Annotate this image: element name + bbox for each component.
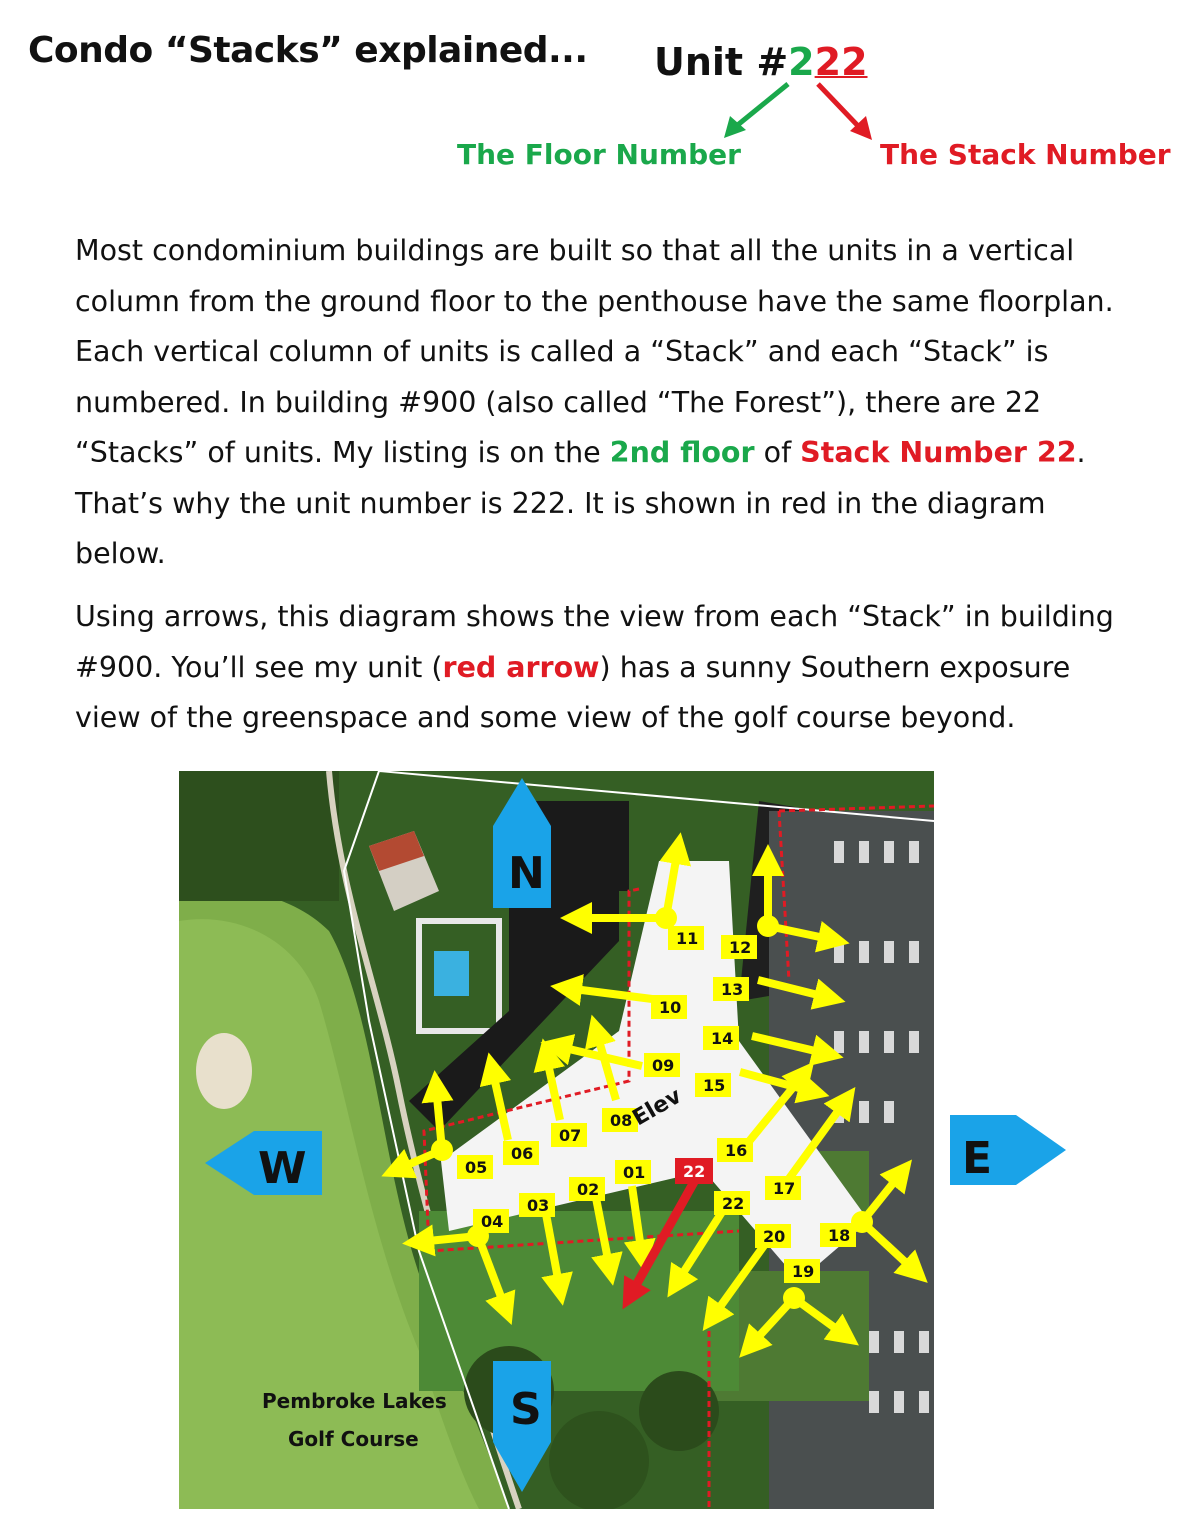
- stack-label-19-text: 19: [792, 1262, 815, 1281]
- stack-label-07: [551, 1123, 587, 1147]
- unit-floor-digit: 2: [788, 40, 815, 84]
- stack-label-03: [519, 1193, 555, 1217]
- compass-north-arrow: [493, 778, 551, 908]
- stack-label-13: [713, 977, 749, 1001]
- view-arrow-01-south: [632, 1186, 642, 1256]
- golf-course-label-line1: Pembroke Lakes: [262, 1389, 447, 1413]
- stack-label-15: [695, 1073, 731, 1097]
- compass-south-label: S: [510, 1384, 542, 1435]
- stack-label-08-text: 08: [610, 1111, 633, 1130]
- compass-east-arrow: [950, 1115, 1066, 1185]
- stack-label-10: [651, 995, 687, 1019]
- golf-course-label-line2: Golf Course: [288, 1427, 419, 1451]
- para2-text-a: Using arrows, this diagram shows the view from each “Stack” in building #900. You’ll see my unit (: [75, 600, 1114, 684]
- view-arrow-03-south: [546, 1214, 560, 1290]
- view-arrow-07-north: [546, 1054, 560, 1120]
- stack-label-04-text: 04: [481, 1212, 504, 1231]
- stack-label-01: [615, 1160, 651, 1184]
- para2-text-b: ) has a sunny Southern exposure view of the greenspace and some view of the golf course beyond.: [75, 650, 1071, 734]
- view-arrow-10-west: [566, 988, 660, 1000]
- stack-label-03-text: 03: [527, 1196, 550, 1215]
- compass-west-arrow: [205, 1131, 322, 1195]
- stack-label-10-text: 10: [659, 998, 682, 1017]
- stack-label-12: [721, 935, 757, 959]
- para1-text-a: Most condominium buildings are built so that all the units in a vertical column from the ground floor to the penthouse have the same floorplan. Each vertical column of units is called a “Stack” and each “Stack” is numbered. In building #900 (also called “The Forest”), there are 22 “Stacks” of units. My listing is on the: [75, 234, 1114, 469]
- stack-label-05-text: 05: [465, 1158, 488, 1177]
- floor-highlight: 2nd floor: [609, 436, 755, 469]
- view-arrow-02-south: [596, 1198, 610, 1270]
- stack-label-11-text: 11: [676, 929, 699, 948]
- stack-label-02: [569, 1177, 605, 1201]
- stack-label-16: [717, 1138, 753, 1162]
- compass-east-label: E: [962, 1133, 993, 1184]
- stack-label-14: [703, 1026, 739, 1050]
- stack-label-09: [644, 1053, 680, 1077]
- highlighted-unit-label: 22: [683, 1162, 706, 1181]
- view-arrow-17-ne: [788, 1100, 846, 1180]
- stack-label-20: [755, 1224, 791, 1248]
- stack-label-19: [784, 1259, 820, 1283]
- stack-label-22-lower: [714, 1191, 750, 1215]
- view-arrow-14-east: [752, 1036, 828, 1054]
- stack-labels: [457, 926, 856, 1283]
- para1-text-c: . That’s why the unit number is 222. It is shown in red in the diagram below.: [75, 436, 1086, 570]
- page-title: Condo “Stacks” explained...: [28, 30, 588, 71]
- compass-south-arrow: [493, 1361, 551, 1492]
- stack-label-12-text: 12: [729, 938, 752, 957]
- stack-label-22-lower-text: 22: [722, 1194, 745, 1213]
- red-arrow-highlight: red arrow: [442, 650, 600, 684]
- stack-label-01-text: 01: [623, 1163, 646, 1182]
- view-arrow-20-sw: [712, 1240, 768, 1318]
- unit-prefix: Unit #: [654, 40, 789, 84]
- stack-label-02-text: 02: [577, 1180, 600, 1199]
- stack-label-14-text: 14: [711, 1029, 734, 1048]
- stack-label-13-text: 13: [721, 980, 744, 999]
- view-arrow-08-north: [596, 1030, 616, 1100]
- stack-label-18-text: 18: [828, 1226, 851, 1245]
- stack-label-16-text: 16: [725, 1141, 748, 1160]
- stack-label-09-text: 09: [652, 1056, 675, 1075]
- elevator-label: Elev: [628, 1083, 686, 1132]
- stack-highlight: Stack Number 22: [800, 436, 1077, 469]
- view-arrow-18-se: [862, 1222, 916, 1272]
- para1-text-b: of: [754, 436, 801, 469]
- unit-stack-digits: 22: [814, 40, 868, 84]
- stack-label-04: [473, 1209, 509, 1233]
- compass-north-label: N: [508, 848, 545, 899]
- stack-label-06: [503, 1141, 539, 1165]
- stack-label-17-text: 17: [773, 1179, 796, 1198]
- stack-label-06-text: 06: [511, 1144, 534, 1163]
- stack-label-11: [668, 926, 704, 950]
- view-arrow-13-east: [758, 980, 830, 998]
- stack-label-20-text: 20: [763, 1227, 786, 1246]
- stack-label-07-text: 07: [559, 1126, 582, 1145]
- stack-number-label: The Stack Number: [880, 138, 1171, 171]
- stack-label-15-text: 15: [703, 1076, 726, 1095]
- floor-number-label: The Floor Number: [457, 138, 741, 171]
- stack-label-18: [820, 1223, 856, 1247]
- compass-west-label: W: [258, 1143, 307, 1194]
- stack-label-17: [765, 1176, 801, 1200]
- view-arrow-22b-sw: [676, 1212, 722, 1284]
- view-arrow-04-south: [478, 1236, 506, 1310]
- view-arrow-06-north: [492, 1068, 508, 1140]
- stack-label-05: [457, 1155, 493, 1179]
